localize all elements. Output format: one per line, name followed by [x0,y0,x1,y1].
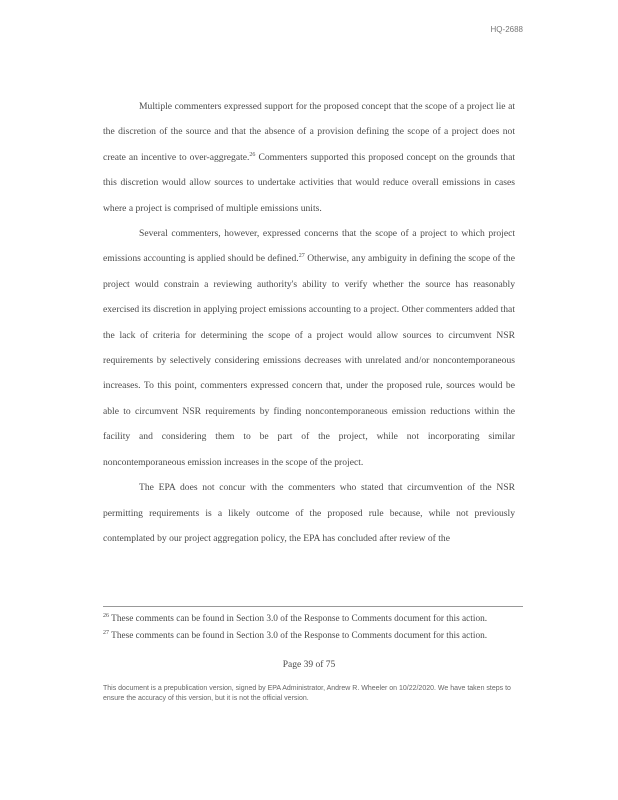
paragraph-text: Multiple commenters expressed support for the proposed concept that the scope of a project lie at the discretion of the source and that the absence of a provision defining the scope of a project does not create an incentive to over-aggregate. [103,101,515,163]
paragraph-text: The EPA does not concur with the commenters who stated that circumvention of the NSR permitting requirements is a likely outcome of the proposed rule because, while not previously contemplated by our project aggregation policy, the EPA has concluded after review of the [103,482,515,544]
footnote [103,628,523,643]
footnote-number: 26 [103,613,109,619]
paragraph-text-continued: Commenters supported this proposed concept on the grounds that this discretion would allow sources to undertake activities that would reduce overall emissions in cases where a project is comprised of multiple emissions units. [103,151,515,214]
paragraph [103,475,515,551]
footnote-number: 27 [103,629,109,636]
footnote-text: These comments can be found in Section 3.0 of the Response to Comments document for this action. [109,630,488,641]
page-number: Page 39 of 75 [282,660,336,670]
paragraph [103,221,515,475]
footnote [103,611,523,626]
footnote-text: These comments can be found in Section 3.0 of the Response to Comments document for this action. [109,614,488,625]
paragraph-text-continued: Otherwise, any ambiguity in defining the scope of the project would constrain a reviewing authority's ability to verify whether the source has reasonably exercised its discretion in applying project emissions accounting to a project. Other commenters added that the lack of criteria for determining the scope of a project would allow sources to circumvent NSR requirements by selectively considering emissions decreases with unrelated and/or noncontemporaneous increases. To this point, commenters expressed concern that, under the proposed rule, sources would be able to circumvent NSR requirements by finding noncontemporaneous emission reductions within the facility and considering them to be part of the project, while not incorporating similar noncontemporaneous emission increases in the scope of the project. [103,253,515,468]
footnote-ref: 26 [249,151,256,158]
document-id: HQ-2688 [490,25,523,34]
paragraph [103,94,515,221]
paragraph-text: Several commenters, however, expressed concerns that the scope of a project to which project emissions accounting is applied should be defined. [103,228,515,265]
body-text [103,94,515,551]
prepublication-disclaimer: This document is a prepublication version, signed by EPA Administrator, Andrew R. Wheeler on 10/22/2020. We have taken steps to ensure the accuracy of this version, but it is not the official version. [103,685,511,702]
footnotes [103,606,523,644]
footnote-ref: 27 [298,253,305,260]
